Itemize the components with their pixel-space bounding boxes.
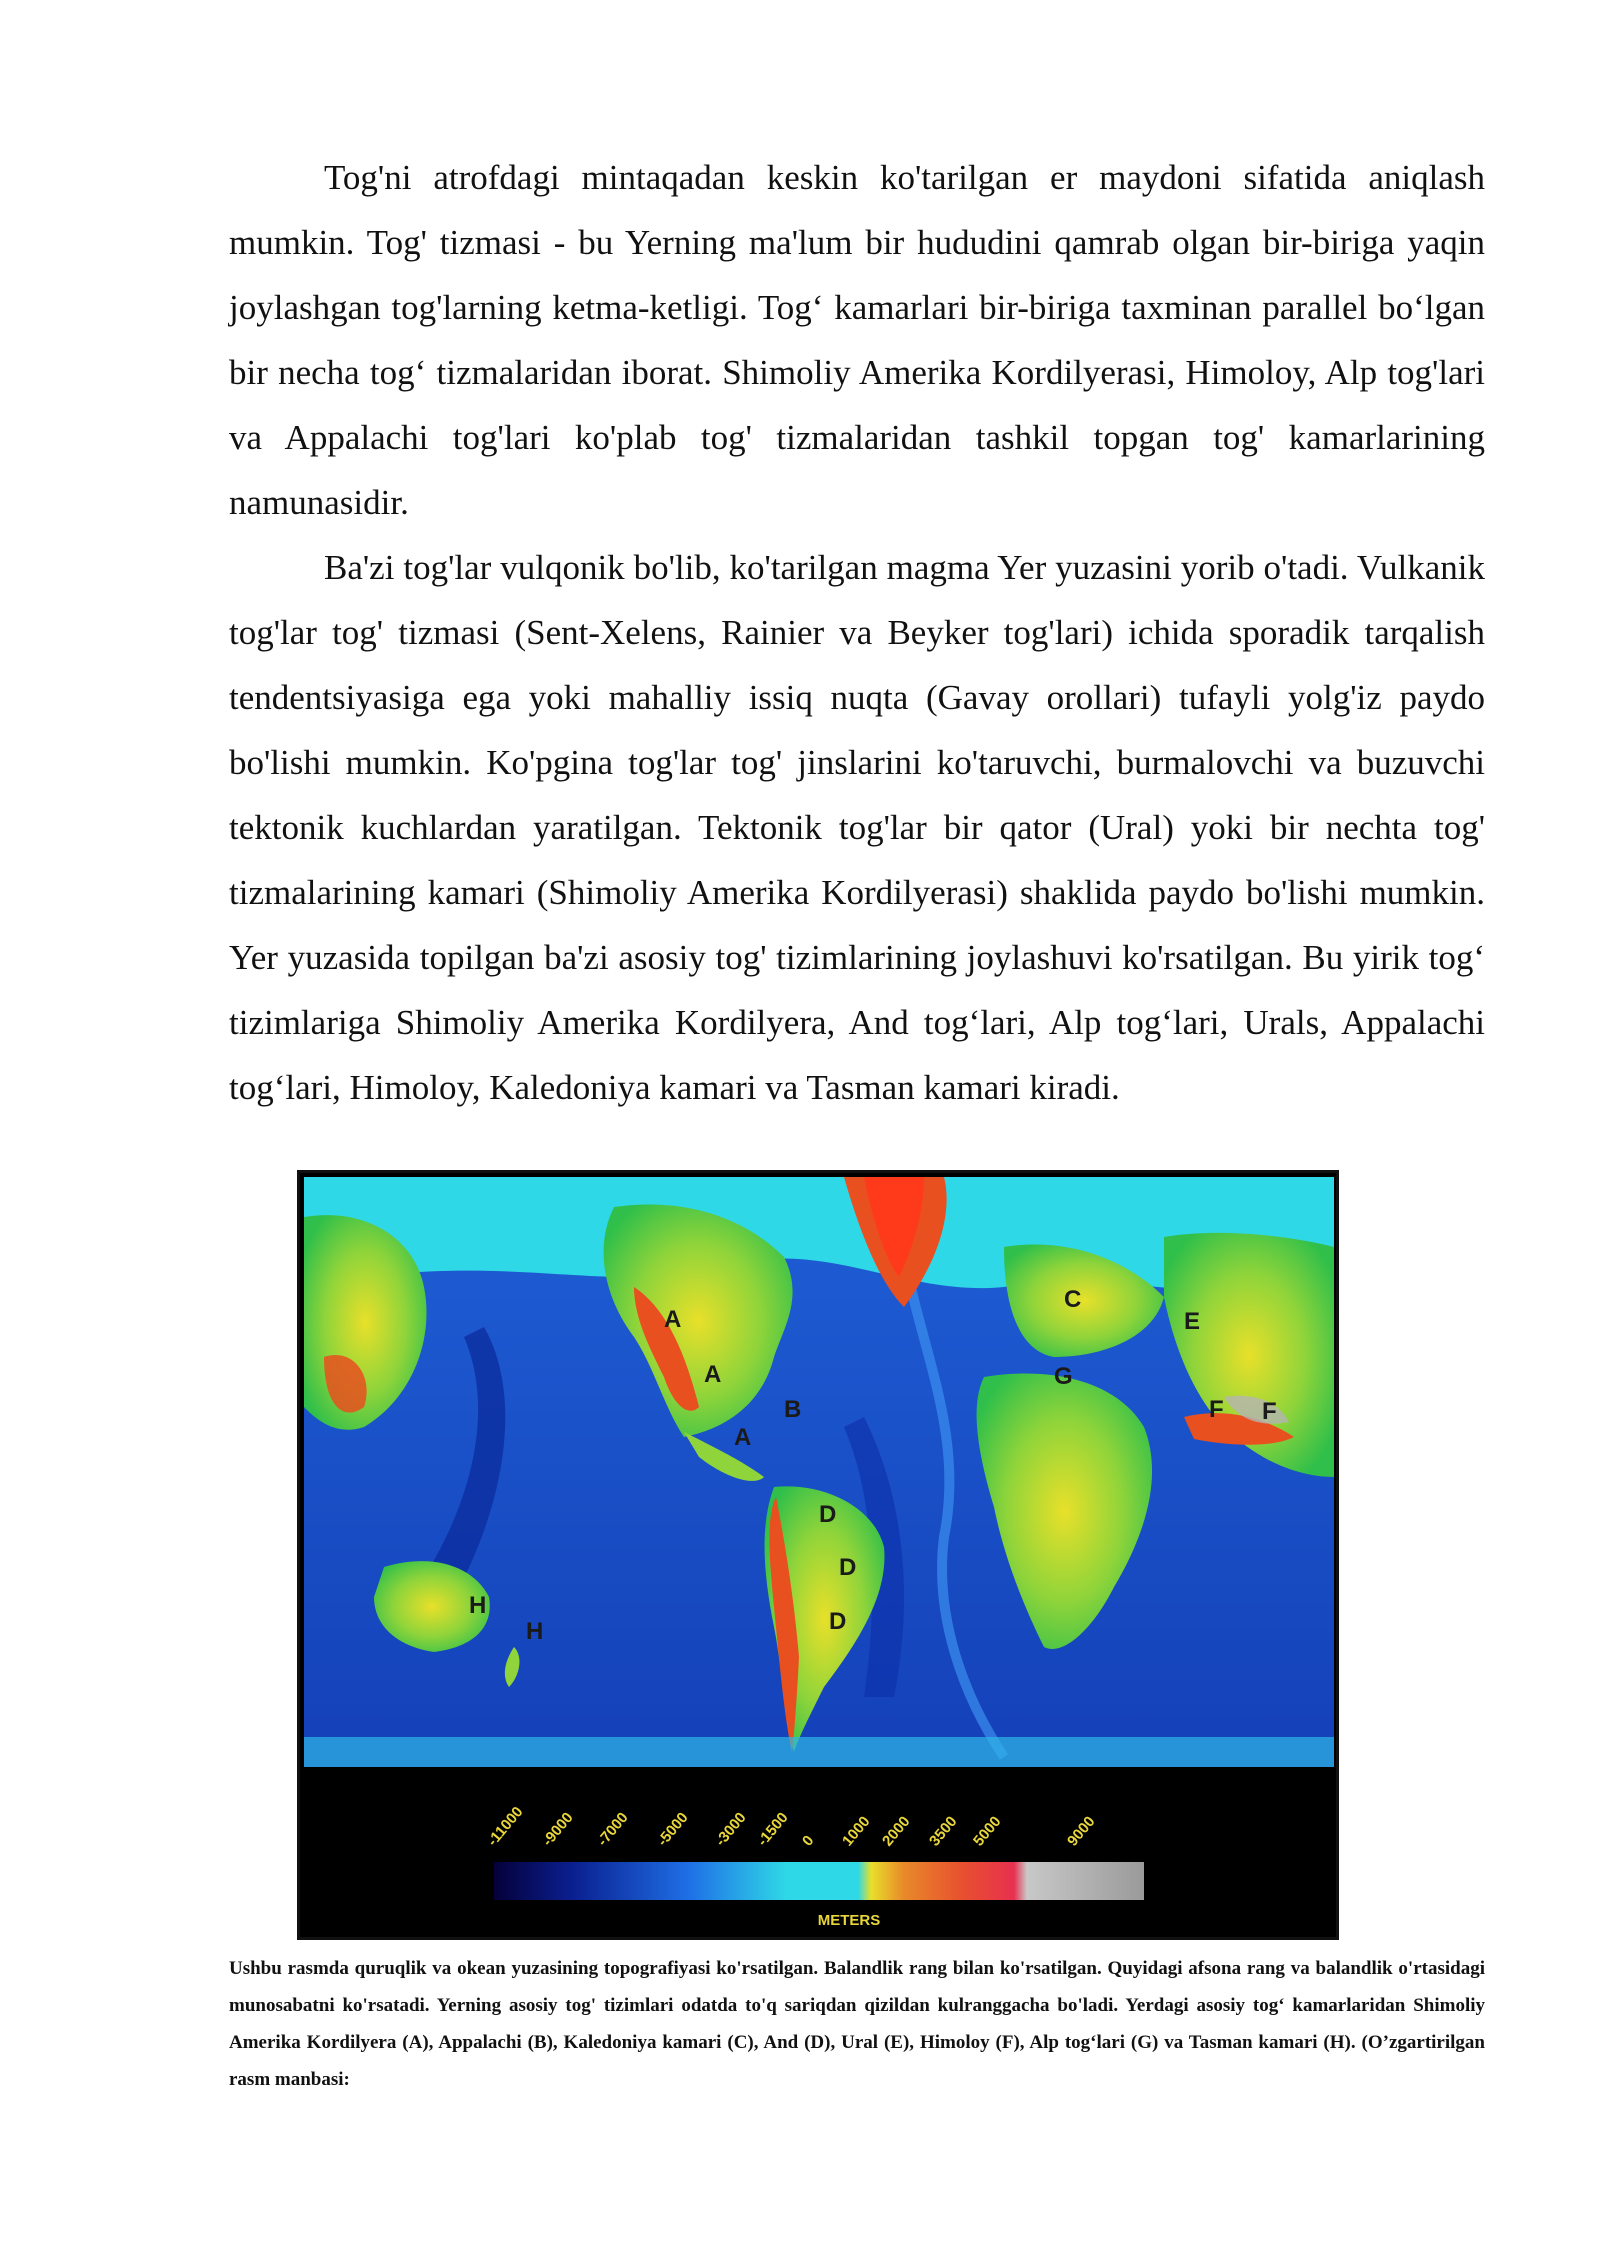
world-topography-figure (297, 1170, 1339, 1940)
southern-ocean-shelf (304, 1737, 1334, 1767)
paragraph-2: Ba'zi tog'lar vulqonik bo'lib, ko'tarilgan magma Yer yuzasini yorib o'tadi. Vulkanik tog'lar tog' tizmasi (Sent-Xelens, Rainier va Beyker tog'lari) ichida sporadik tarqalish tendentsiyasiga ega yoki mahalliy issiq nuqta (Gavay orollari) tufayli yolg'iz paydo bo'lishi mumkin. Ko'pgina tog'lar tog' jinslarini ko'taruvchi, burmalovchi va buzuvchi tektonik kuchlardan yaratilgan. Tektonik tog'lar bir qator (Ural) yoki bir nechta tog' tizmalarining kamari (Shimoliy Amerika Kordilyerasi) shaklida paydo bo'lishi mumkin. Yer yuzasida topilgan ba'zi asosiy tog' tizimlarining joylashuvi ko'rsatilgan. Bu yirik tog‘ tizimlariga Shimoliy Amerika Kordilyera, And tog‘lari, Alp tog‘lari, Urals, Appalachi tog‘lari, Himoloy, Kaledoniya kamari va Tasman kamari kiradi. (229, 548, 1485, 1107)
map-label-e: E (1184, 1308, 1201, 1335)
scale-tick-label: -1500 (754, 1809, 792, 1850)
map-label-d: D (829, 1608, 847, 1635)
scale-tick-label: 2000 (879, 1813, 914, 1850)
map-label-f: F (1209, 1396, 1224, 1423)
scale-tick-label: 0 (799, 1832, 818, 1850)
map-label-g: G (1054, 1363, 1073, 1390)
scale-tick-label: -3000 (712, 1809, 750, 1850)
map-label-h: H (469, 1592, 487, 1619)
map-label-a: A (704, 1361, 722, 1388)
map-label-d: D (819, 1501, 837, 1528)
scale-tick-label: 3500 (926, 1813, 961, 1850)
scale-tick-label: -5000 (654, 1809, 692, 1850)
elevation-legend (304, 1767, 1334, 1935)
scale-tick-label: 1000 (839, 1813, 874, 1850)
map-label-a: A (664, 1306, 682, 1333)
map-label-d: D (839, 1554, 857, 1581)
scale-tick-label: -7000 (594, 1809, 632, 1850)
paragraph-1: Tog'ni atrofdagi mintaqadan keskin ko'tarilgan er maydoni sifatida aniqlash mumkin. Tog' tizmasi - bu Yerning ma'lum bir hududini qamrab olgan bir-biriga yaqin joylashgan tog'larning ketma-ketligi. Tog‘ kamarlari bir-biriga taxminan parallel bo‘lgan bir necha tog‘ tizmalaridan iborat. Shimoliy Amerika Kordilyerasi, Himoloy, Alp tog'lari va Appalachi tog'lari ko'plab tog' tizmalaridan tashkil topgan tog' kamarlarining namunasidir. (229, 158, 1485, 522)
map-label-c: C (1064, 1286, 1082, 1313)
scale-tick-label: -9000 (539, 1809, 577, 1850)
elevation-scale-bar (494, 1862, 1144, 1900)
body-text (229, 145, 1485, 1120)
map-label-h: H (526, 1618, 544, 1645)
scale-tick-label: 5000 (970, 1813, 1005, 1850)
map-label-b: B (784, 1396, 802, 1423)
map-label-a: A (734, 1424, 752, 1451)
scale-tick-label: 9000 (1064, 1813, 1099, 1850)
scale-unit-label: METERS (817, 1912, 881, 1929)
map-label-f: F (1262, 1398, 1277, 1425)
figure-caption: Ushbu rasmda quruqlik va okean yuzasining topografiyasi ko'rsatilgan. Balandlik rang bilan ko'rsatilgan. Quyidagi afsona rang va balandlik o'rtasidagi munosabatni ko'rsatadi. Yerning asosiy tog' tizimlari odatda to'q sariqdan qizildan kulranggacha bo'ladi. Yerdagi asosiy tog‘ kamarlaridan Shimoliy Amerika Kordilyera (A), Appalachi (B), Kaledoniya kamari (C), And (D), Ural (E), Himoloy (F), Alp tog‘lari (G) va Tasman kamari (H). (O’zgartirilgan rasm manbasi: (229, 1958, 1485, 2090)
scale-tick-label: -11000 (484, 1803, 527, 1850)
topographic-world-map (304, 1177, 1334, 1767)
